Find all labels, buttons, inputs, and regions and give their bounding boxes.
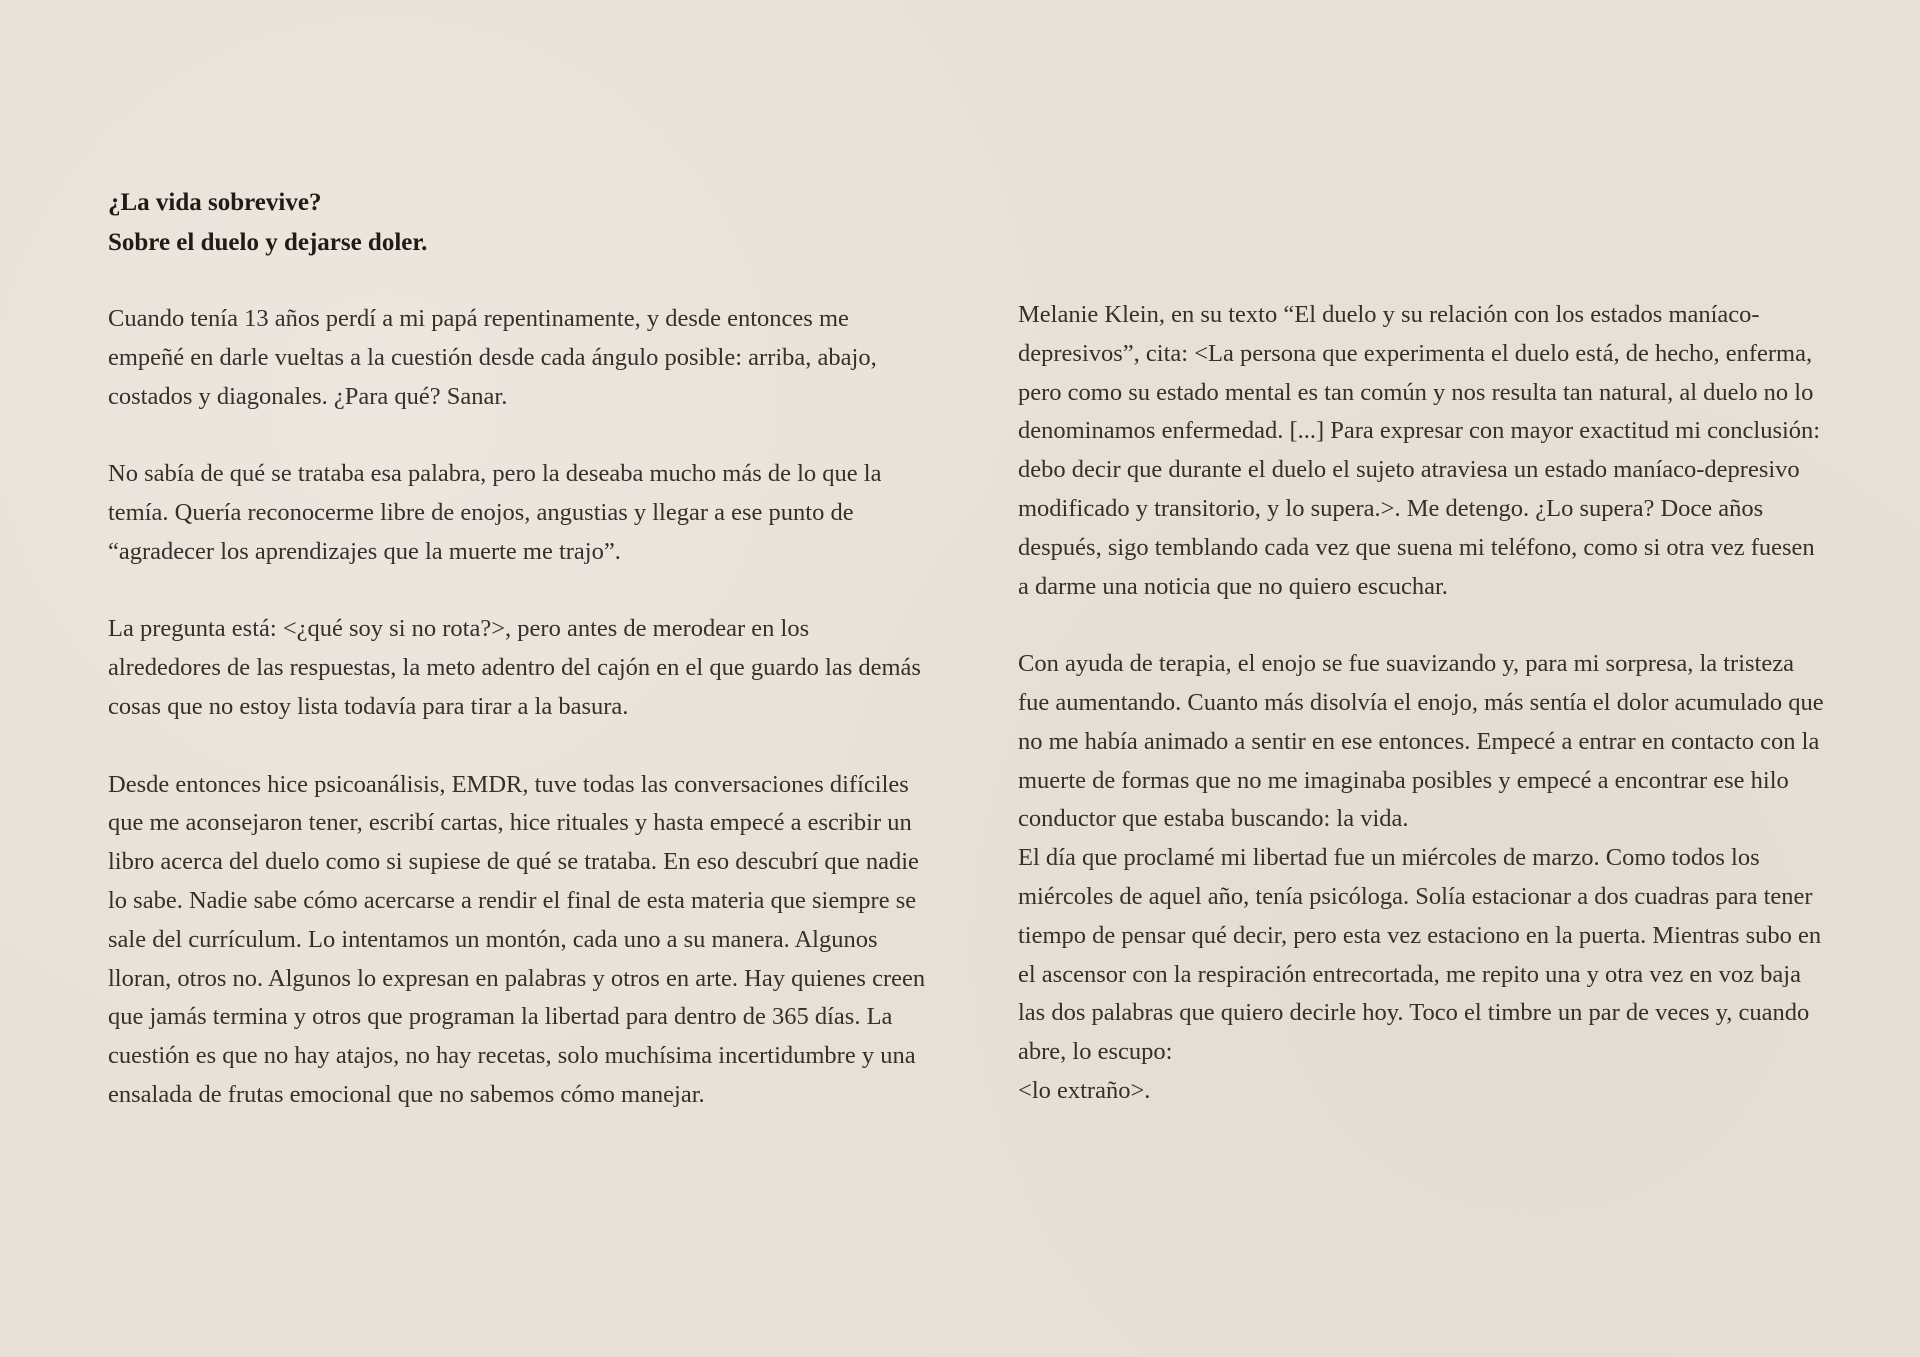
paragraph-7: El día que proclamé mi libertad fue un miércoles de marzo. Como todos los miércoles de aquel año, tenía psicóloga. Solía estacionar a dos cuadras para tener tiempo de pensar qué decir, pero esta vez estaciono en la puerta. Mientras subo en el ascensor con la respiración entrecortada, me repito una y otra vez en voz baja las dos palabras que quiero decirle hoy. Toco el timbre un par de veces y, cuando abre, lo escupo: [1018,844,1822,1066]
paragraph-8: <lo extraño>. [1018,1076,1151,1104]
left-column [108,300,928,1115]
right-column [1018,296,1828,1111]
page-title [108,183,928,263]
paragraph-4: Desde entonces hice psicoanálisis, EMDR, tuve todas las conversaciones difíciles que me aconsejaron tener, escribí cartas, hice rituales y hasta empecé a escribir un libro acerca del duelo como si supiese de qué se trataba. En eso descubrí que nadie lo sabe. Nadie sabe cómo acercarse a rendir el final de esta materia que siempre se sale del currículum. Lo intentamos un montón, cada uno a su manera. Algunos lloran, otros no. Algunos lo expresan en palabras y otros en arte. Hay quienes creen que jamás termina y otros que programan la libertad para dentro de 365 días. La cuestión es que no hay atajos, no hay recetas, solo muchísima incertidumbre y una ensalada de frutas emocional que no sabemos cómo manejar. [108,770,926,1108]
paragraph-5: Melanie Klein, en su texto “El duelo y su relación con los estados maníaco-depresivos”, cita: <La persona que experimenta el duelo está, de hecho, enferma, pero como su estado mental es tan común y nos resulta tan natural, al duelo no lo denominamos enfermedad. [...] Para expresar con mayor exactitud mi conclusión: debo decir que durante el duelo el sujeto atraviesa un estado maníaco-depresivo modificado y transitorio, y lo supera.>. Me detengo. ¿Lo supera? Doce años después, sigo temblando cada vez que suena mi teléfono, como si otra vez fuesen a darme una noticia que no quiero escuchar. [1018,301,1821,600]
paragraph-6: Con ayuda de terapia, el enojo se fue suavizando y, para mi sorpresa, la tristeza fue aumentando. Cuanto más disolvía el enojo, más sentía el dolor acumulado que no me había animado a sentir en ese entonces. Empecé a entrar en contacto con la muerte de formas que no me imaginaba posibles y empecé a encontrar ese hilo conductor que estaba buscando: la vida. [1018,650,1824,833]
paragraph-2: No sabía de qué se trataba esa palabra, pero la deseaba mucho más de lo que la temía. Quería reconocerme libre de enojos, angustias y llegar a ese punto de “agradecer los aprendizajes que la muerte me trajo”. [108,460,882,565]
paragraph-1: Cuando tenía 13 años perdí a mi papá repentinamente, y desde entonces me empeñé en darle vueltas a la cuestión desde cada ángulo posible: arriba, abajo, costados y diagonales. ¿Para qué? Sanar. [108,305,877,410]
title-line-1: ¿La vida sobrevive? [108,189,322,216]
subtitle-line-2: Sobre el duelo y dejarse doler. [108,229,428,256]
paragraph-3: La pregunta está: <¿qué soy si no rota?>, pero antes de merodear en los alrededores de las respuestas, la meto adentro del cajón en el que guardo las demás cosas que no estoy lista todavía para tirar a la basura. [108,615,921,720]
